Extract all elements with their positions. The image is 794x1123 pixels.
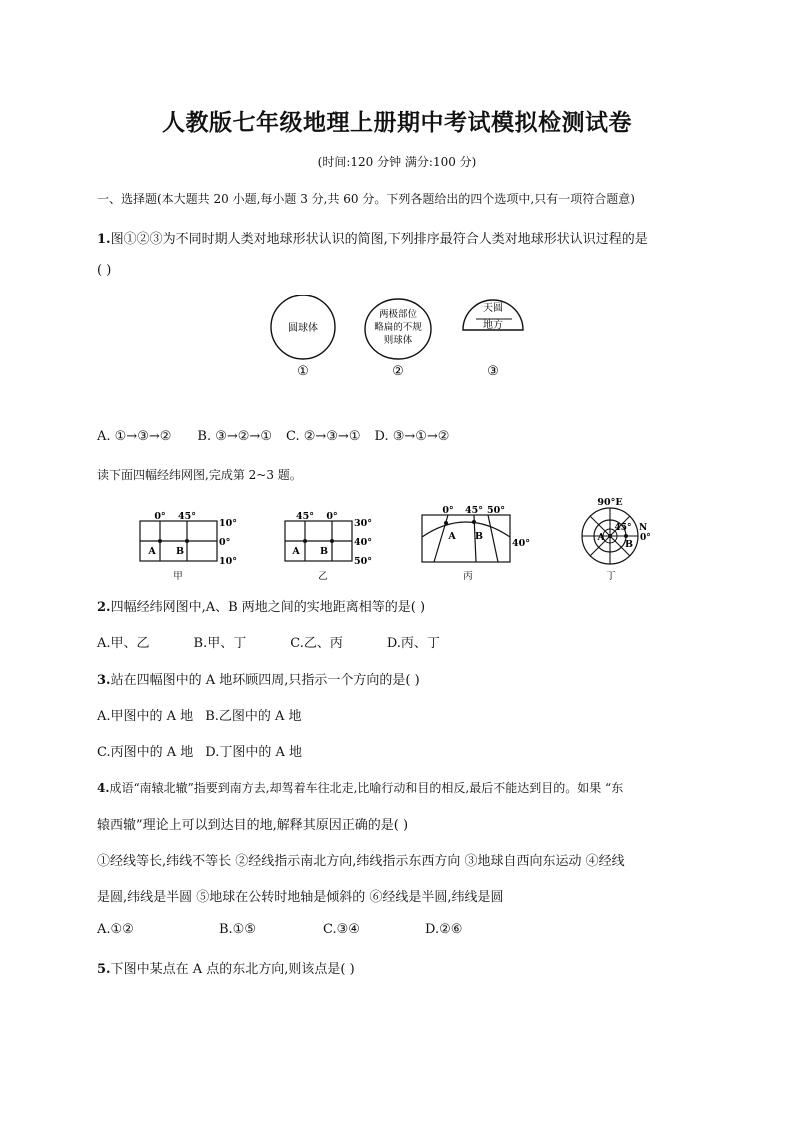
option-c[interactable]: C.丙图中的 A 地 [97,745,194,760]
point-b-label: B [624,539,634,550]
map-name: 丁 [606,571,616,582]
answer-paren: ( ) [97,263,112,278]
statements-1: ①经线等长,纬线不等长 ②经线指示南北方向,纬线指示东西方向 ③地球自西向东运动 ④经线 [97,854,625,869]
lon-label: 0° [154,511,166,522]
ellipsoid-label-3: 则球体 [383,335,413,346]
question-1 [97,228,648,247]
graticule-figure [130,493,670,585]
dome-label-2: 地方 [483,320,503,331]
option-d[interactable]: D.②⑥ [425,922,463,937]
lon-label: 45° [465,505,483,516]
lat-label: 10° [219,518,237,529]
question-text: 下图中某点在 A 点的东北方向,则该点是( ) [110,962,355,977]
point-a-label: A [597,532,605,543]
lat-label: 45° [614,523,632,533]
map-bing [422,505,530,582]
lon-label: 50° [487,505,505,516]
map-instruction: 读下面四幅经纬网图,完成第 2~3 题。 [97,468,302,482]
question-3 [97,669,420,688]
option-b[interactable]: B. ③→②→① [197,429,272,444]
point-a-label: A [448,531,456,542]
map-name: 甲 [173,571,183,582]
options-q2 [97,632,440,651]
option-a[interactable]: A. ①→③→② [97,429,172,444]
map-name: 丙 [463,571,473,582]
option-c[interactable]: C. ②→③→① [285,429,361,444]
options-q4 [97,922,462,937]
question-number: 4. [97,781,110,795]
question-4-cont: 辕西辙”理论上可以到达目的地,解释其原因正确的是( ) [97,818,409,833]
option-d[interactable]: D.丁图中的 A 地 [205,745,303,760]
options-q1 [97,429,449,444]
map-ding [582,497,651,582]
lon-label: 45° [296,511,314,522]
point-b-label: B [474,531,484,542]
question-text: 四幅经纬网图中,A、B 两地之间的实地距离相等的是( ) [110,600,426,615]
option-b[interactable]: B.甲、丁 [193,636,247,651]
option-a[interactable]: A.甲图中的 A 地 [97,709,194,724]
point-b-label: B [175,546,185,557]
lat-label: 10° [219,556,237,567]
question-4 [97,779,623,796]
option-b[interactable]: B.①⑤ [219,922,256,937]
earth-shape-figure [260,295,540,385]
question-2 [97,596,425,615]
map-name: 乙 [318,571,328,582]
question-text: 站在四幅图中的 A 地环顾四周,只指示一个方向的是( ) [110,673,420,688]
option-a[interactable]: A.甲、乙 [97,636,150,651]
exam-info: (时间:120 分钟 满分:100 分) [317,155,477,169]
lat-label: 30° [354,518,372,529]
ellipsoid-label-1: 两极部位 [378,309,418,320]
north-pole-label: N [639,523,648,533]
question-number: 3. [97,673,111,688]
ellipsoid-label-2: 略扁的不规 [374,322,422,333]
lat-label: 40° [354,537,372,548]
option-b[interactable]: B.乙图中的 A 地 [205,709,302,724]
statements-2: 是圆,纬线是半圆 ⑤地球在公转时地轴是倾斜的 ⑥经线是半圆,纬线是圆 [97,890,504,905]
lon-label: 90°E [597,497,623,508]
options-q3-row2 [97,741,302,760]
map-jia [140,511,237,582]
sphere-label: 圆球体 [288,323,318,334]
page-title: 人教版七年级地理上册期中考试模拟检测试卷 [162,109,632,136]
option-d[interactable]: D.丙、丁 [386,636,440,651]
point-b-label: B [319,546,329,557]
map-yi [285,511,372,582]
figure-label-2: ② [392,364,404,379]
option-c[interactable]: C.③④ [323,922,360,937]
question-5 [97,958,355,977]
lon-label: 0° [326,511,338,522]
lat-label: 40° [512,538,530,549]
option-a[interactable]: A.①② [97,922,134,937]
point-a-label: A [148,546,156,557]
lon-label: 0° [640,533,651,543]
lon-label: 45° [178,511,196,522]
question-text: 图①②③为不同时期人类对地球形状认识的简图,下列排序最符合人类对地球形状认识过程的是 [110,232,648,247]
lat-label: 50° [354,556,372,567]
question-text: 成语“南辕北辙”指要到南方去,却驾着车往北走,比喻行动和目的相反,最后不能达到目的。如果 “东 [109,781,624,795]
figure-label-3: ③ [487,364,499,379]
option-c[interactable]: C.乙、丙 [290,636,343,651]
question-number: 5. [97,962,111,977]
figure-label-1: ① [297,364,309,379]
lon-label: 0° [442,505,454,516]
dome-label-1: 天圆 [483,303,503,314]
point-a-label: A [292,546,300,557]
section-heading: 一、选择题(本大题共 20 小题,每小题 3 分,共 60 分。下列各题给出的四个选项中,只有一项符合题意) [97,192,635,206]
question-number: 2. [97,600,111,615]
options-q3-row1 [97,705,302,724]
lat-label: 0° [219,537,231,548]
option-d[interactable]: D. ③→①→② [374,429,450,444]
question-number: 1. [97,232,111,247]
